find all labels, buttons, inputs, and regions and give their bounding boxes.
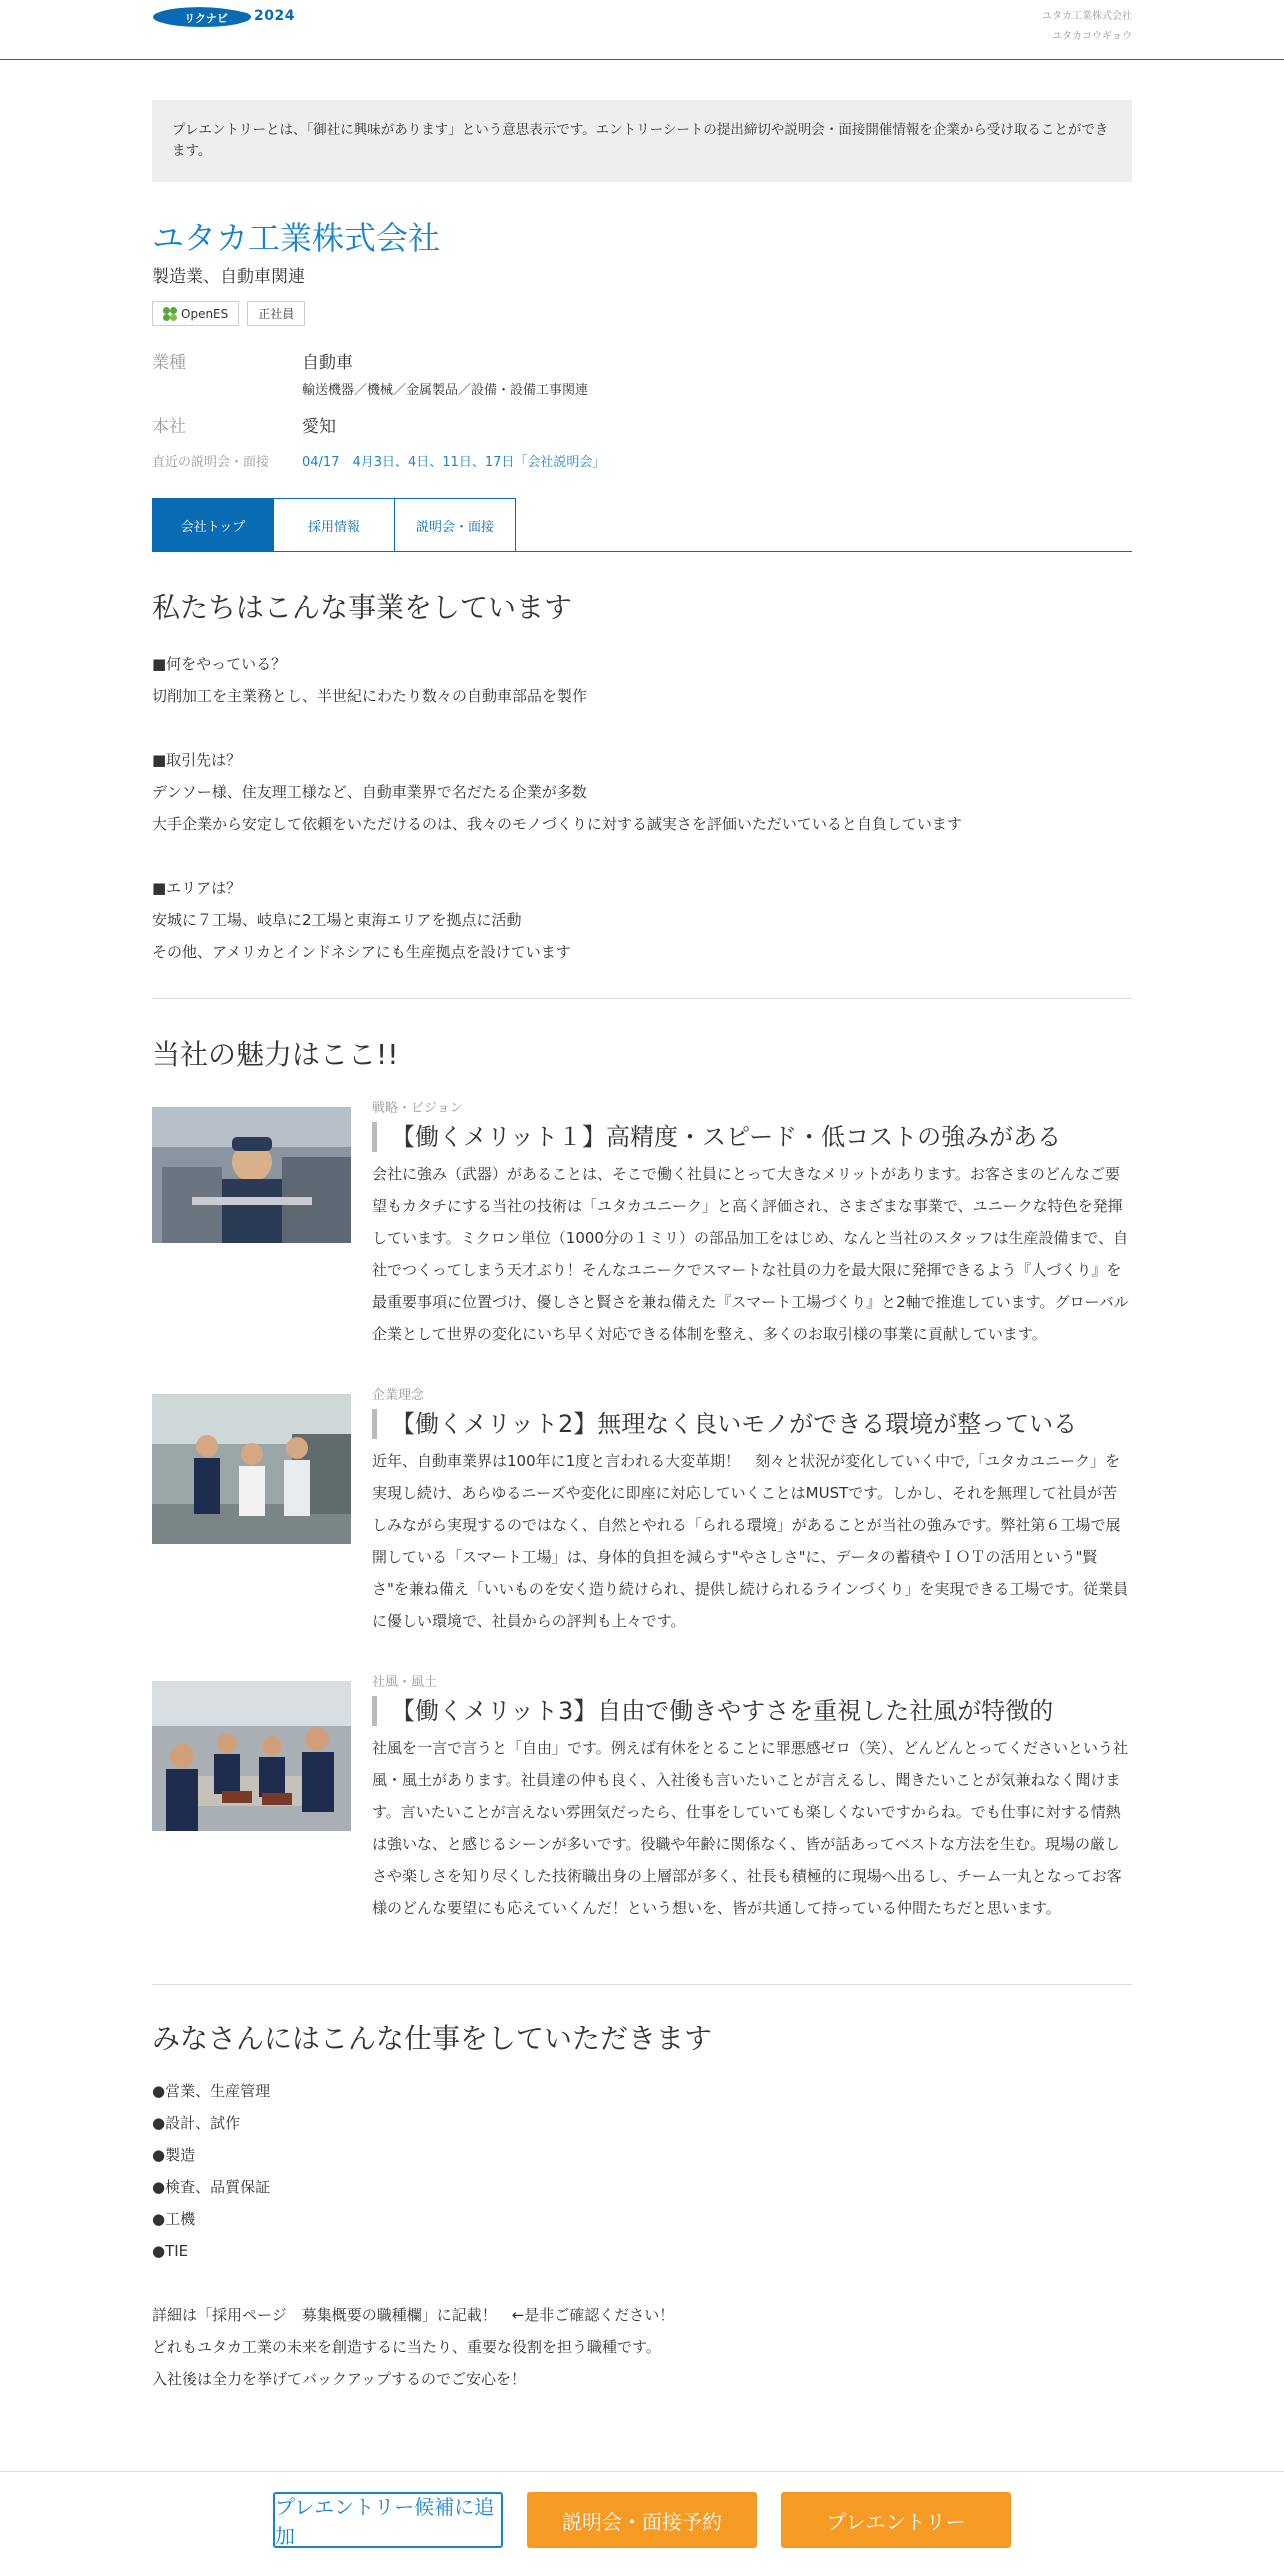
merit-item: [152, 1099, 1132, 1350]
rikunabi-logo[interactable]: [152, 4, 295, 28]
merit-text: 近年、自動車業界は100年に1度と言われる大変革期！ 刻々と状況が変化していく中で,「ユタカユニーク」を実現し続け、あらゆるニーズや変化に即座に対応していくことはMUSTです。しかし、それを無理して社員が苦しみながら実現するのではなく、自然とやれる「られる環境」があることが当社の強みです。弊社第６工場で展開している「スマート工場」は、身体的負担を減らす"やさしさ"に、データの蓄積やＩＯＴの活用という"賢さ"を兼ね備え「いいものを安く造り続けられ、提供し続けられるラインづくり」を実現できる工場です。従業員に優しい環境で、社員からの評判も上々です。: [372, 1452, 1129, 1630]
badge-list: [152, 301, 1132, 326]
merit-category: 企業理念: [372, 1388, 425, 1403]
business-line: 大手企業から安定して依頼をいただけるのは、我々のモノづくりに対する誠実さを評価いただいていると自負しています: [152, 815, 962, 833]
business-line: その他、アメリカとインドネシアにも生産拠点を設けています: [152, 943, 571, 961]
merit-item: [152, 1673, 1132, 1924]
info-value: 自動車: [302, 353, 353, 373]
company-name: ユタカ工業株式会社: [152, 219, 441, 257]
jobs-note: どれもユタカ工業の未来を創造するに当たり、重要な役割を担う職種です。: [152, 2338, 661, 2356]
jobs-note: 詳細は「採用ページ 募集概要の職種欄」に記載！ ←是非ご確認ください！: [152, 2306, 675, 2324]
pre-entry-notice: プレエントリーとは、「御社に興味があります」という意思表示です。エントリーシートの提出締切や説明会・面接開催情報を企業から受け取ることができます。: [152, 100, 1132, 182]
business-line: ■何をやっている？: [152, 655, 287, 673]
business-line: 切削加工を主業務とし、半世紀にわたり数々の自動車部品を製作: [152, 687, 588, 705]
business-line: ■取引先は？: [152, 751, 242, 769]
job-item: ●設計、試作: [152, 2114, 241, 2132]
job-item: ●TIE: [152, 2242, 189, 2260]
info-sub: 輸送機器／機械／金属製品／設備・設備工事関連: [302, 383, 589, 398]
company-tabs: [152, 498, 1132, 552]
business-title: 私たちはこんな事業をしています: [152, 591, 573, 624]
merit-category: 戦略・ビジョン: [372, 1101, 463, 1116]
business-line: デンソー様、住友理工様など、自動車業界で名だたる企業が多数: [152, 783, 587, 801]
jobs-title: みなさんにはこんな仕事をしていただきます: [152, 2022, 713, 2055]
jobs-note: 入社後は全力を挙げてバックアップするのでご安心を！: [152, 2370, 526, 2388]
pre-entry-button[interactable]: プレエントリー: [781, 2492, 1011, 2548]
info-label: 直近の説明会・面接: [152, 455, 270, 470]
clover-icon: [163, 307, 177, 321]
business-line: ■エリアは？: [152, 879, 242, 897]
tab-seminar[interactable]: 説明会・面接: [394, 498, 516, 551]
job-item: ●製造: [152, 2146, 196, 2164]
main-content: [152, 100, 1132, 2395]
company-industry: 製造業、自動車関連: [152, 267, 305, 287]
info-value: 愛知: [302, 417, 336, 437]
merit-item: [152, 1386, 1132, 1637]
merit-photo-lunch-gathering: [152, 1681, 351, 1831]
info-row-industry: [152, 348, 1132, 398]
header-company-name: ユタカ工業株式会社: [1042, 11, 1132, 22]
openes-badge: OpenES: [152, 301, 239, 326]
info-label: 本社: [152, 417, 186, 437]
jobs-section: [152, 1985, 1132, 2395]
merit-category: 社風・風土: [372, 1675, 438, 1690]
svg-text:リクナビ: リクナビ: [184, 12, 228, 25]
tab-recruit-info[interactable]: 採用情報: [273, 498, 395, 551]
logo-year: 2024: [254, 8, 295, 24]
info-label: 業種: [152, 353, 186, 373]
site-header: [0, 0, 1284, 60]
merit-text: 社風を一言で言うと「自由」です。例えば有休をとることに罪悪感ゼロ（笑）、どんどんとってくださいという社風・風土があります。社員達の仲も良く、入社後も言いたいことが言えるし、聞きたいことが気兼ねなく聞けます。言いたいことが言えない雰囲気だったら、仕事をしていても楽しくないですからね。でも仕事に対する情熱は強いな、と感じるシーンが多いです。役職や年齢に関係なく、皆が話あってベストな方法を生む。現場の厳しさや楽しさを知り尽くした技術職出身の上層部が多く、社長も積極的に現場へ出るし、チーム一丸となってお客様のどんな要望にも応えていくんだ！という想いを、皆が共通して持っている仲間たちだと思います。: [372, 1739, 1129, 1917]
seminar-link[interactable]: 04/17 4月3日、4日、11日、17日「会社説明会」: [302, 455, 606, 470]
business-section: [152, 552, 1132, 999]
company-info: [152, 348, 1132, 470]
header-company-kana: ユタカコウギョウ: [1052, 31, 1132, 42]
add-pre-entry-candidate-button[interactable]: プレエントリー候補に追加: [273, 2492, 503, 2548]
action-footer: [0, 2471, 1284, 2568]
rikunabi-logo-icon: [152, 4, 252, 28]
appeal-title: 当社の魅力はここ!!: [152, 1038, 399, 1071]
job-item: ●工機: [152, 2210, 196, 2228]
merit-title: 【働くメリット１】高精度・スピード・低コストの強みがある: [372, 1122, 1132, 1152]
job-item: ●営業、生産管理: [152, 2082, 271, 2100]
tab-company-top[interactable]: 会社トップ: [152, 498, 274, 551]
merit-photo-three-staff: [152, 1394, 351, 1544]
merit-text: 会社に強み（武器）があることは、そこで働く社員にとって大きなメリットがあります。お客さまのどんなご要望もカタチにする当社の技術は「ユタカユニーク」と高く評価され、さまざまな事業で、ユニークな特色を発揮しています。ミクロン単位（1000分の１ミリ）の部品加工をはじめ、なんと当社のスタッフは生産設備まで、自社でつくってしまう天才ぶり！そんなユニークでスマートな社員の力を最大限に発揮できるよう『人づくり』を最重要事項に位置づけ、優しさと賢さを兼ね備えた『スマート工場づくり』と2軸で推進しています。グローバル企業として世界の変化にいち早く対応できる体制を整え、多くのお取引様の事業に貢献しています。: [372, 1165, 1129, 1343]
merit-photo-factory-worker: [152, 1107, 351, 1243]
job-item: ●検査、品質保証: [152, 2178, 271, 2196]
business-line: 安城に７工場、岐阜に2工場と東海エリアを拠点に活動: [152, 911, 522, 929]
merit-title: 【働くメリット3】自由で働きやすさを重視した社風が特徴的: [372, 1696, 1132, 1726]
info-row-seminar: [152, 451, 1132, 470]
info-row-hq: [152, 412, 1132, 437]
merit-title: 【働くメリット2】無理なく良いモノができる環境が整っている: [372, 1409, 1132, 1439]
employment-type-badge: 正社員: [247, 301, 305, 326]
seminar-reserve-button[interactable]: 説明会・面接予約: [527, 2492, 757, 2548]
appeal-section: [152, 999, 1132, 1985]
header-company: [1042, 7, 1132, 47]
